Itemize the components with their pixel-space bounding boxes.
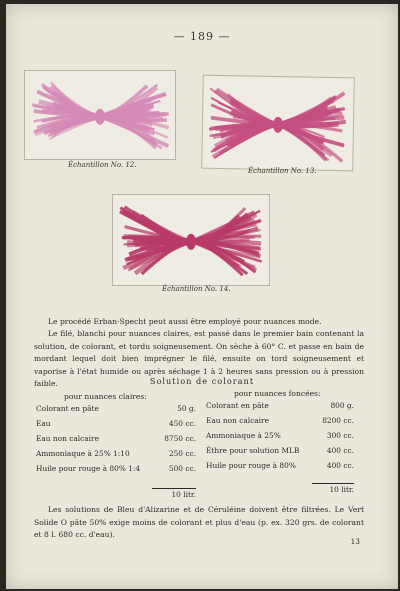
left-recipe-row — [36, 404, 196, 415]
left-recipe-ingredient: Eau — [36, 419, 51, 428]
left-recipe-ingredient: Colorant en pâte — [36, 404, 99, 413]
right-recipe-quantity: 300 cc. — [326, 431, 354, 440]
left-recipe-quantity: 450 cc. — [168, 419, 196, 428]
paragraph-process: Le filé, blanchi pour nuances claires, est passé dans le premier bain contenant la solution, de colorant, et tordu soigneusement. On sèche à 60° C. et passe en bain de mordant lequel doit bien imprégner le filé, ensuite on tord soigneusement et vaporise à l'état humide ou après séchage 1 à 2 heures sans pression ou à pression faible. — [34, 329, 364, 388]
sample-12-swatch — [24, 70, 176, 160]
solution-title: Solution de colorant — [149, 376, 255, 386]
left-total-rule — [152, 488, 196, 489]
right-recipe-row — [206, 461, 354, 472]
signature-mark: 13 — [350, 537, 360, 546]
right-recipe-row — [206, 416, 354, 427]
sample-13-caption: Échantillon No. 13. — [248, 167, 317, 175]
left-recipe-ingredient: Ammoniaque à 25% 1:10 — [36, 449, 130, 458]
yarn-skein-12-image — [25, 71, 175, 159]
right-recipe-ingredient: Eau non calcaire — [206, 416, 269, 425]
right-recipe-row — [206, 431, 354, 442]
right-recipe-ingredient: Ammoniaque à 25% — [206, 431, 281, 440]
right-recipe-quantity: 800 g. — [330, 401, 354, 410]
page-number: — 189 — — [173, 30, 231, 43]
left-recipe-row — [36, 434, 196, 445]
sample-13-swatch — [201, 75, 355, 172]
left-recipe-row — [36, 449, 196, 460]
right-recipe-quantity: 400 cc. — [326, 461, 354, 470]
left-recipe-ingredient: Eau non calcaire — [36, 434, 99, 443]
sample-14-swatch — [112, 194, 270, 286]
right-total-rule — [312, 483, 354, 484]
left-recipe-ingredient: Huile pour rouge à 80% 1:4 — [36, 464, 141, 473]
left-total: 10 litr. — [171, 490, 196, 499]
footer-paragraph: Les solutions de Bleu d'Alizarine et de Céruléine doivent être filtrées. Le Vert Solide O pâte 50% exige moins de colorant et plus d'eau (p. ex. 320 grs. de colorant et 8 l. 680 cc. d'eau). — [34, 505, 364, 539]
book-page — [6, 4, 398, 589]
left-recipe-row — [36, 464, 196, 475]
right-recipe-quantity: 8200 cc. — [322, 416, 354, 425]
right-recipe-ingredient: Colorant en pâte — [206, 401, 269, 410]
right-recipe-row — [206, 446, 354, 457]
left-recipe-quantity: 250 cc. — [168, 449, 196, 458]
left-recipe-quantity: 500 cc. — [168, 464, 196, 473]
paragraph-intro: Le procédé Erban-Specht peut aussi être employé pour nuances mode. — [48, 317, 322, 326]
left-recipe-row — [36, 419, 196, 430]
left-recipe-quantity: 50 g. — [177, 404, 196, 413]
right-recipe-ingredient: Éthre pour solution MLB — [206, 446, 300, 455]
sample-12-caption: Échantillon No. 12. — [68, 161, 137, 169]
yarn-skein-13-image — [202, 76, 354, 171]
right-recipe-quantity: 400 cc. — [326, 446, 354, 455]
yarn-skein-14-image — [113, 195, 269, 285]
right-recipe-row — [206, 401, 354, 412]
right-total: 10 litr. — [329, 485, 354, 494]
sample-14-caption: Échantillon No. 14. — [162, 285, 231, 293]
right-recipe-ingredient: Huile pour rouge à 80% — [206, 461, 296, 470]
left-column-heading: pour nuances claires: — [64, 392, 147, 401]
right-column-heading: pour nuances foncées: — [234, 389, 321, 398]
left-recipe-quantity: 8750 cc. — [164, 434, 196, 443]
